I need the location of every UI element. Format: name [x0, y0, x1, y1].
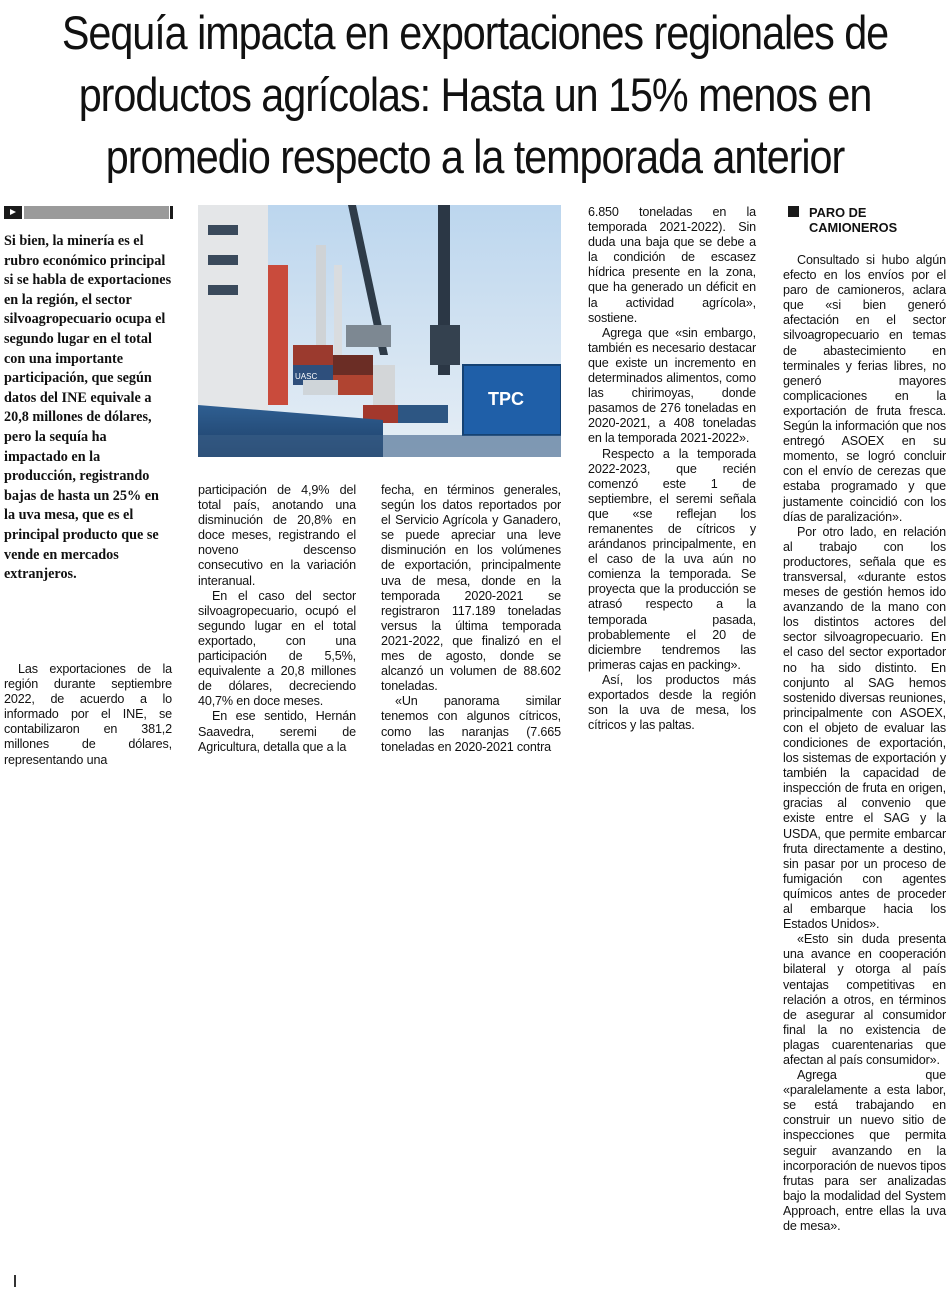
paragraph: Agrega que «paralelamente a esta labor, se está trabajando en construir un nuevo sitio de inspecciones que permita seguir avanzando en la incorporación de nuevos tipos frutas para ser analizadas bajo la modalidad del System Approach, entre ellas la uva de mesa». — [783, 1068, 946, 1233]
square-bullet-icon — [788, 206, 799, 217]
lead-paragraph: Si bien, la minería es el rubro económico principal si se habla de exportaciones en la región, el sector silvoagropecuario ocupa el segundo lugar en el total con una importante participación, que según datos del INE equivale a 20,8 millones de dólares, pero la sequía ha impactado en la producción, registrando bajas de hasta un 25% en la uva mesa, que es el principal producto que se vende en mercados extranjeros. — [4, 233, 172, 583]
article-column-5 — [783, 253, 946, 1234]
paragraph: En el caso del sector silvoagropecuario, ocupó el segundo lugar en el total exportado, con una participación de 5,5%, equivalente a 20,8 millones de dólares, decreciendo 40,7% en doce meses. — [198, 588, 356, 709]
sidebar-heading — [788, 205, 938, 235]
paragraph: 6.850 toneladas en la temporada 2021-2022). Sin duda una baja que se debe a la condición de escasez hídrica presente en la zona, que ha generado un déficit en la actividad agrícola», sostiene. — [588, 205, 756, 325]
article-column-1 — [4, 662, 172, 768]
article-column-4 — [588, 205, 756, 733]
headline-line: productos agrícolas: Hasta un 15% menos en — [78, 68, 872, 121]
paragraph: Las exportaciones de la región durante septiembre 2022, de acuerdo a lo informado por el INE, se contabilizaron en 381,2 millones de dólares, representando una — [4, 662, 172, 767]
container-label: UASC — [295, 372, 318, 381]
headline — [57, 2, 893, 188]
page-tick-mark — [14, 1275, 16, 1287]
marker-bar-fill — [24, 206, 169, 219]
paragraph: Así, los productos más exportados desde la región son la uva de mesa, los cítricos y las paltas. — [588, 672, 756, 733]
port-photo — [198, 205, 561, 457]
port-cargo-ship-image — [198, 205, 561, 457]
play-icon — [4, 206, 22, 219]
paragraph: «Esto sin duda presenta una avance en cooperación bilateral y otorga al país ventajas competitivas en relación a otros, en términos de asegurar al consumidor final la no existencia de plagas cuarentenarias que afectan al país consumidor». — [783, 932, 946, 1067]
paragraph: En ese sentido, Hernán Saavedra, seremi de Agricultura, detalla que a la — [198, 709, 356, 754]
tpc-logo-text: TPC — [488, 389, 524, 409]
paragraph: Agrega que «sin embargo, también es necesario destacar que existe un incremento en determinados alimentos, como las chirimoyas, donde pasamos de 276 toneladas en 2020-2021, a 408 toneladas en la temporada 2021-2022». — [588, 325, 756, 446]
marker-bar-end — [170, 206, 173, 219]
sidebar-title: PARO DE CAMIONEROS — [809, 205, 898, 235]
paragraph: participación de 4,9% del total país, anotando una disminución de 20,8% en doce meses, registrando el noveno descenso consecutivo en la variación interanual. — [198, 483, 356, 588]
article-column-2 — [198, 483, 356, 755]
headline-line: Sequía impacta en exportaciones regionales de — [61, 6, 889, 59]
paragraph: Por otro lado, en relación al trabajo con los productores, señala que es transversal, «durante estos meses de gestión hemos ido avanzando de la mano con los distintos actores del sector silvoagropecuario. En el caso del sector exportador no ha sido distinto. En conjunto al SAG hemos sostenido diversas reuniones, principalmente con ASOEX, con el objeto de evaluar las condiciones de exportación, los sistemas de exportación y también la capacidad de inspección de fruta en origen, gracias al convenio que existe entre el SAG y la USDA, que permite embarcar fruta directamente a destino, sin pasar por un proceso de fumigación con agentes químicos antes de proceder al embarque hacia los Estados Unidos». — [783, 524, 946, 932]
lead-marker-bar — [4, 206, 173, 219]
article-column-3 — [381, 483, 561, 755]
paragraph: Consultado si hubo algún efecto en los envíos por el paro de camioneros, aclara que «si bien generó afectación en el sector silvoagropecuario en temas de abastecimiento en terminales y ferias libres, no generó mayores complicaciones en la exportación de fruta fresca. Según la información que nos entregó ASOEX en su momento, se logró concluir con el envío de cerezas que estaba programado y que justamente coincidió con los días de paralización». — [783, 253, 946, 524]
headline-line: promedio respecto a la temporada anterior — [105, 130, 845, 183]
paragraph: Respecto a la temporada 2022-2023, que recién comenzó este 1 de septiembre, el seremi señala que «se reflejan los remanentes de cítricos y arándanos principalmente, en el caso de la uva aún no comienza la temporada. Se proyecta que la producción se atrasó respecto a la temporada pasada, probablemente el 20 de diciembre tendremos las primeras cajas en packing». — [588, 446, 756, 672]
paragraph: «Un panorama similar tenemos con algunos cítricos, como las naranjas (7.665 toneladas en 2020-2021 contra — [381, 694, 561, 754]
paragraph: fecha, en términos generales, según los datos reportados por el Servicio Agrícola y Ganadero, se puede apreciar una leve disminución en los volúmenes de exportación, principalmente uva de mesa, donde en la temporada 2020-2021 se registraron 117.189 toneladas versus la última temporada 2021-2022, que finalizó en el mes de agosto, donde se alcanzó un volumen de 88.602 toneladas. — [381, 483, 561, 694]
